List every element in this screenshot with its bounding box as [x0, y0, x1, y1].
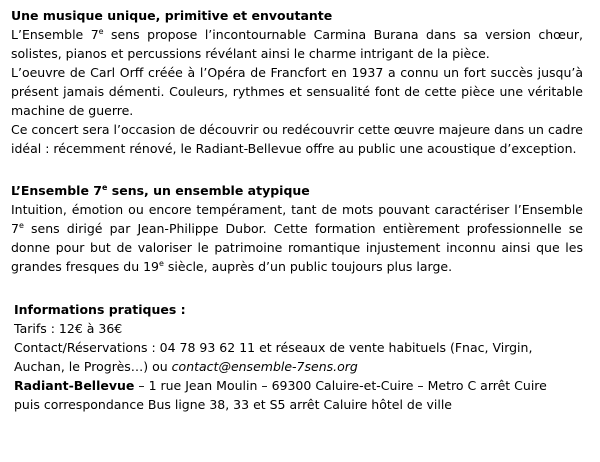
info-venue-line1: [14, 376, 583, 395]
venue-address: – 1 rue Jean Moulin – 69300 Caluire-et-Cuire – Metro C arrêt Cuire: [134, 378, 547, 393]
paragraph-intuition-part1: Intuition, émotion ou encore tempérament, tant de mots pouvant caractériser l’Ensemble 7: [11, 202, 583, 236]
info-tarifs: Tarifs : 12€ à 36€: [14, 321, 123, 336]
section-informations: [14, 300, 583, 414]
paragraph-ensemble-intro-part1: L’Ensemble 7: [11, 27, 99, 42]
section-heading-ensemble-part1: L’Ensemble 7: [11, 183, 102, 198]
document-page: [11, 6, 583, 414]
section-ensemble: [11, 181, 583, 276]
superscript-e: e: [159, 259, 164, 268]
superscript-e: e: [101, 183, 108, 192]
paragraph-concert: Ce concert sera l’occasion de découvrir ou redécouvrir cette œuvre majeure dans un cadre idéal : récemment rénové, le Radiant-Bellevue offre au public une acoustique d’exception.: [11, 122, 583, 156]
paragraph-intuition-part2: sens dirigé par Jean-Philippe Dubor. Cette formation entièrement professionnelle se donne pour but de valoriser le patrimoine romantique injustement inconnu ainsi que les grandes fresques du 19: [11, 221, 583, 274]
venue-name: Radiant-Bellevue: [14, 378, 135, 393]
paragraph-intuition: [11, 200, 583, 276]
section-heading-musique: Une musique unique, primitive et envoutante: [11, 8, 333, 23]
paragraph-ensemble-intro-part2: sens propose l’incontournable Carmina Burana dans sa version chœur, solistes, pianos et percussions révélant ainsi le charme intrigant de la pièce.: [11, 27, 583, 61]
info-venue-line2: puis correspondance Bus ligne 38, 33 et S5 arrêt Caluire hôtel de ville: [14, 397, 452, 412]
info-contact-line2: [14, 357, 583, 376]
paragraph-orff: L’oeuvre de Carl Orff créée à l’Opéra de Francfort en 1937 a connu un fort succès jusqu’à présent jamais démenti. Couleurs, rythmes et sensualité font de cette pièce une véritable machine de guerre.: [11, 65, 583, 118]
contact-email-link[interactable]: contact@ensemble-7sens.org: [171, 359, 358, 374]
info-contact-line1: Contact/Réservations : 04 78 93 62 11 et réseaux de vente habituels (Fnac, Virgin,: [14, 340, 533, 355]
paragraph-ensemble-intro: [11, 25, 583, 63]
paragraph-intuition-part3: siècle, auprès d’un public toujours plus large.: [163, 259, 453, 274]
info-contact-line2-text: Auchan, le Progrès…) ou: [14, 359, 172, 374]
superscript-e: e: [18, 221, 24, 230]
section-heading-ensemble: [11, 181, 583, 200]
superscript-e: e: [98, 27, 104, 36]
section-heading-ensemble-part2: sens, un ensemble atypique: [107, 183, 310, 198]
section-musique: [11, 6, 583, 158]
info-heading: Informations pratiques :: [14, 302, 186, 317]
